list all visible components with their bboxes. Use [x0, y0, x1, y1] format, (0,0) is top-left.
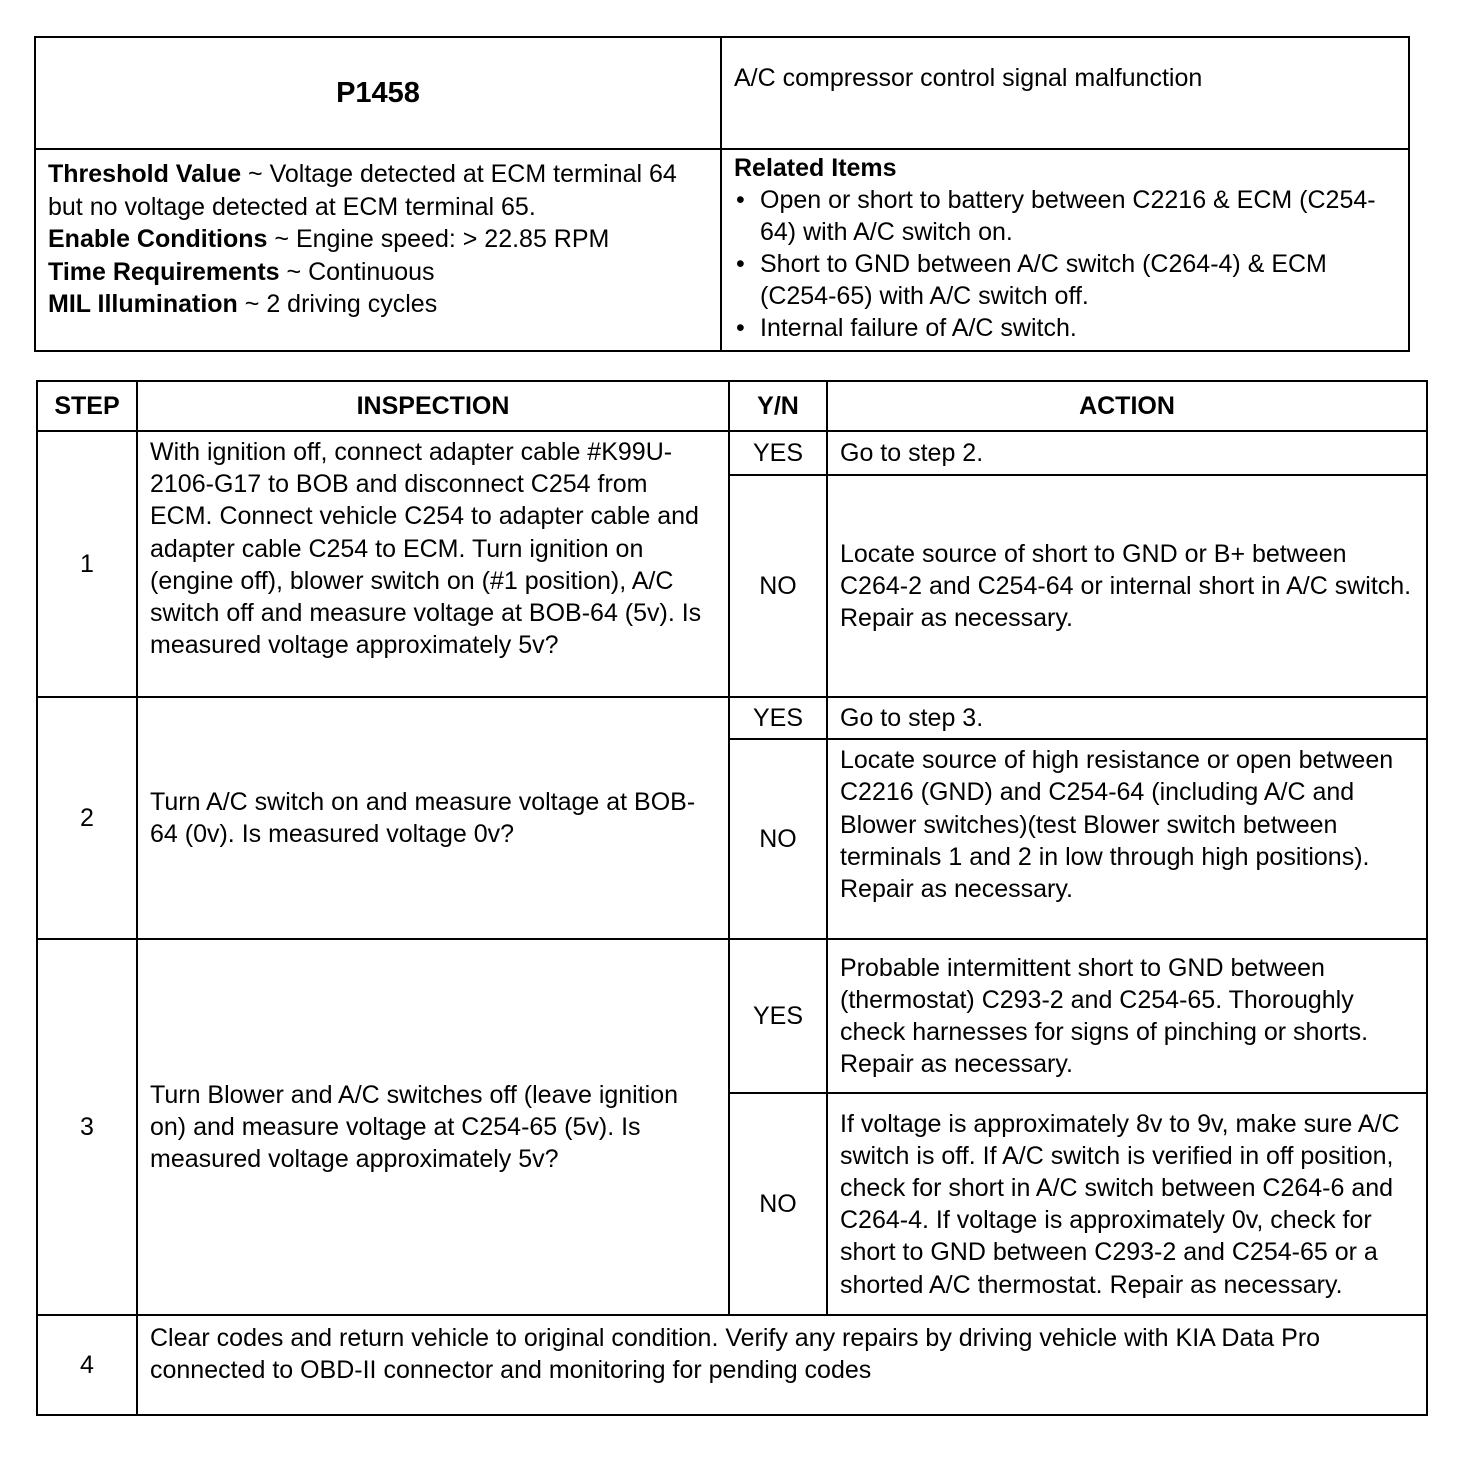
table-row — [37, 939, 1427, 1093]
no-action: Locate source of short to GND or B+ between C264-2 and C254-64 or internal short in A/C switch. Repair as necessary. — [827, 475, 1427, 697]
related-item — [734, 248, 1396, 312]
step-number: 1 — [37, 431, 137, 697]
table-row — [37, 1315, 1427, 1415]
column-header-action: ACTION — [827, 381, 1427, 431]
related-item-text: Short to GND between A/C switch (C264-4) & ECM (C254-65) with A/C switch off. — [760, 250, 1327, 310]
condition-text: Voltage detected at ECM terminal 64 but no voltage detected at ECM terminal 65. — [48, 160, 677, 221]
related-item — [734, 312, 1396, 344]
condition-separator: ~ — [237, 290, 267, 318]
condition-separator: ~ — [267, 225, 296, 253]
condition-text: Continuous — [308, 257, 435, 286]
column-header-yn: Y/N — [729, 381, 827, 431]
step-number: 4 — [37, 1315, 137, 1415]
related-item-text: Internal failure of A/C switch. — [760, 314, 1077, 342]
step-inspection: With ignition off, connect adapter cable #K99U-2106-G17 to BOB and disconnect C254 from ECM. Connect vehicle C254 to adapter cable and adapter cable C254 to ECM. Turn ignition on (engine off), blower switch on (#1 position), A/C switch off and measure voltage at BOB-64 (5v). Is measured voltage approximately 5v? — [137, 431, 729, 697]
step-number: 2 — [37, 697, 137, 939]
step-inspection: Turn Blower and A/C switches off (leave ignition on) and measure voltage at C254-65 (5v). Is measured voltage approximately 5v? — [137, 939, 729, 1315]
dtc-code: P1458 — [35, 37, 721, 149]
table-row — [37, 431, 1427, 475]
condition-label: MIL Illumination — [48, 290, 238, 318]
no-label: NO — [729, 1093, 827, 1315]
table-header-row — [37, 381, 1427, 431]
related-items-title: Related Items — [734, 154, 897, 182]
conditions-cell — [35, 149, 721, 351]
condition-threshold — [48, 158, 708, 223]
no-action: Locate source of high resistance or open between C2216 (GND) and C254-64 (including A/C and Blower switches)(test Blower switch between terminals 1 and 2 in low through high positions). Repair as necessary. — [827, 739, 1427, 939]
condition-separator: ~ — [241, 160, 270, 188]
condition-enable — [48, 223, 708, 256]
step-inspection: Turn A/C switch on and measure voltage at BOB-64 (0v). Is measured voltage 0v? — [137, 697, 729, 939]
no-action: If voltage is approximately 8v to 9v, make sure A/C switch is off. If A/C switch is verified in off position, check for short in A/C switch between C264-6 and C264-4. If voltage is approximately 0v, check for short to GND between C293-2 and C254-65 or a shorted A/C thermostat. Repair as necessary. — [827, 1093, 1427, 1315]
step-inspection: Clear codes and return vehicle to original condition. Verify any repairs by driving vehicle with KIA Data Pro connected to OBD-II connector and monitoring for pending codes — [137, 1315, 1427, 1415]
yes-label: YES — [729, 939, 827, 1093]
condition-label: Enable Conditions — [48, 225, 268, 253]
related-item — [734, 184, 1396, 248]
condition-text: 2 driving cycles — [266, 290, 438, 318]
yes-action: Go to step 2. — [827, 431, 1427, 475]
yes-action: Go to step 3. — [827, 697, 1427, 739]
bullet-icon: • — [736, 314, 745, 342]
yes-label: YES — [729, 431, 827, 475]
related-item-text: Open or short to battery between C2216 & ECM (C254-64) with A/C switch on. — [760, 186, 1376, 246]
condition-label: Threshold Value — [48, 160, 242, 188]
table-row — [37, 697, 1427, 739]
condition-text: Engine speed: > 22.85 RPM — [295, 225, 610, 253]
condition-time — [48, 256, 708, 289]
no-label: NO — [729, 475, 827, 697]
column-header-inspection: INSPECTION — [137, 381, 729, 431]
condition-mil — [48, 288, 708, 321]
related-items-list — [734, 184, 1396, 344]
related-items-cell — [721, 149, 1409, 351]
diagnostic-steps-table — [36, 380, 1428, 1416]
bullet-icon: • — [736, 186, 745, 214]
column-header-step: STEP — [37, 381, 137, 431]
bullet-icon: • — [736, 250, 745, 278]
dtc-description: A/C compressor control signal malfunction — [721, 37, 1409, 149]
no-label: NO — [729, 739, 827, 939]
condition-label: Time Requirements — [48, 257, 280, 286]
condition-separator: ~ — [279, 257, 309, 286]
yes-label: YES — [729, 697, 827, 739]
step-number: 3 — [37, 939, 137, 1315]
yes-action: Probable intermittent short to GND between (thermostat) C293-2 and C254-65. Thoroughly check harnesses for signs of pinching or shorts. Repair as necessary. — [827, 939, 1427, 1093]
dtc-header-table — [34, 36, 1410, 352]
